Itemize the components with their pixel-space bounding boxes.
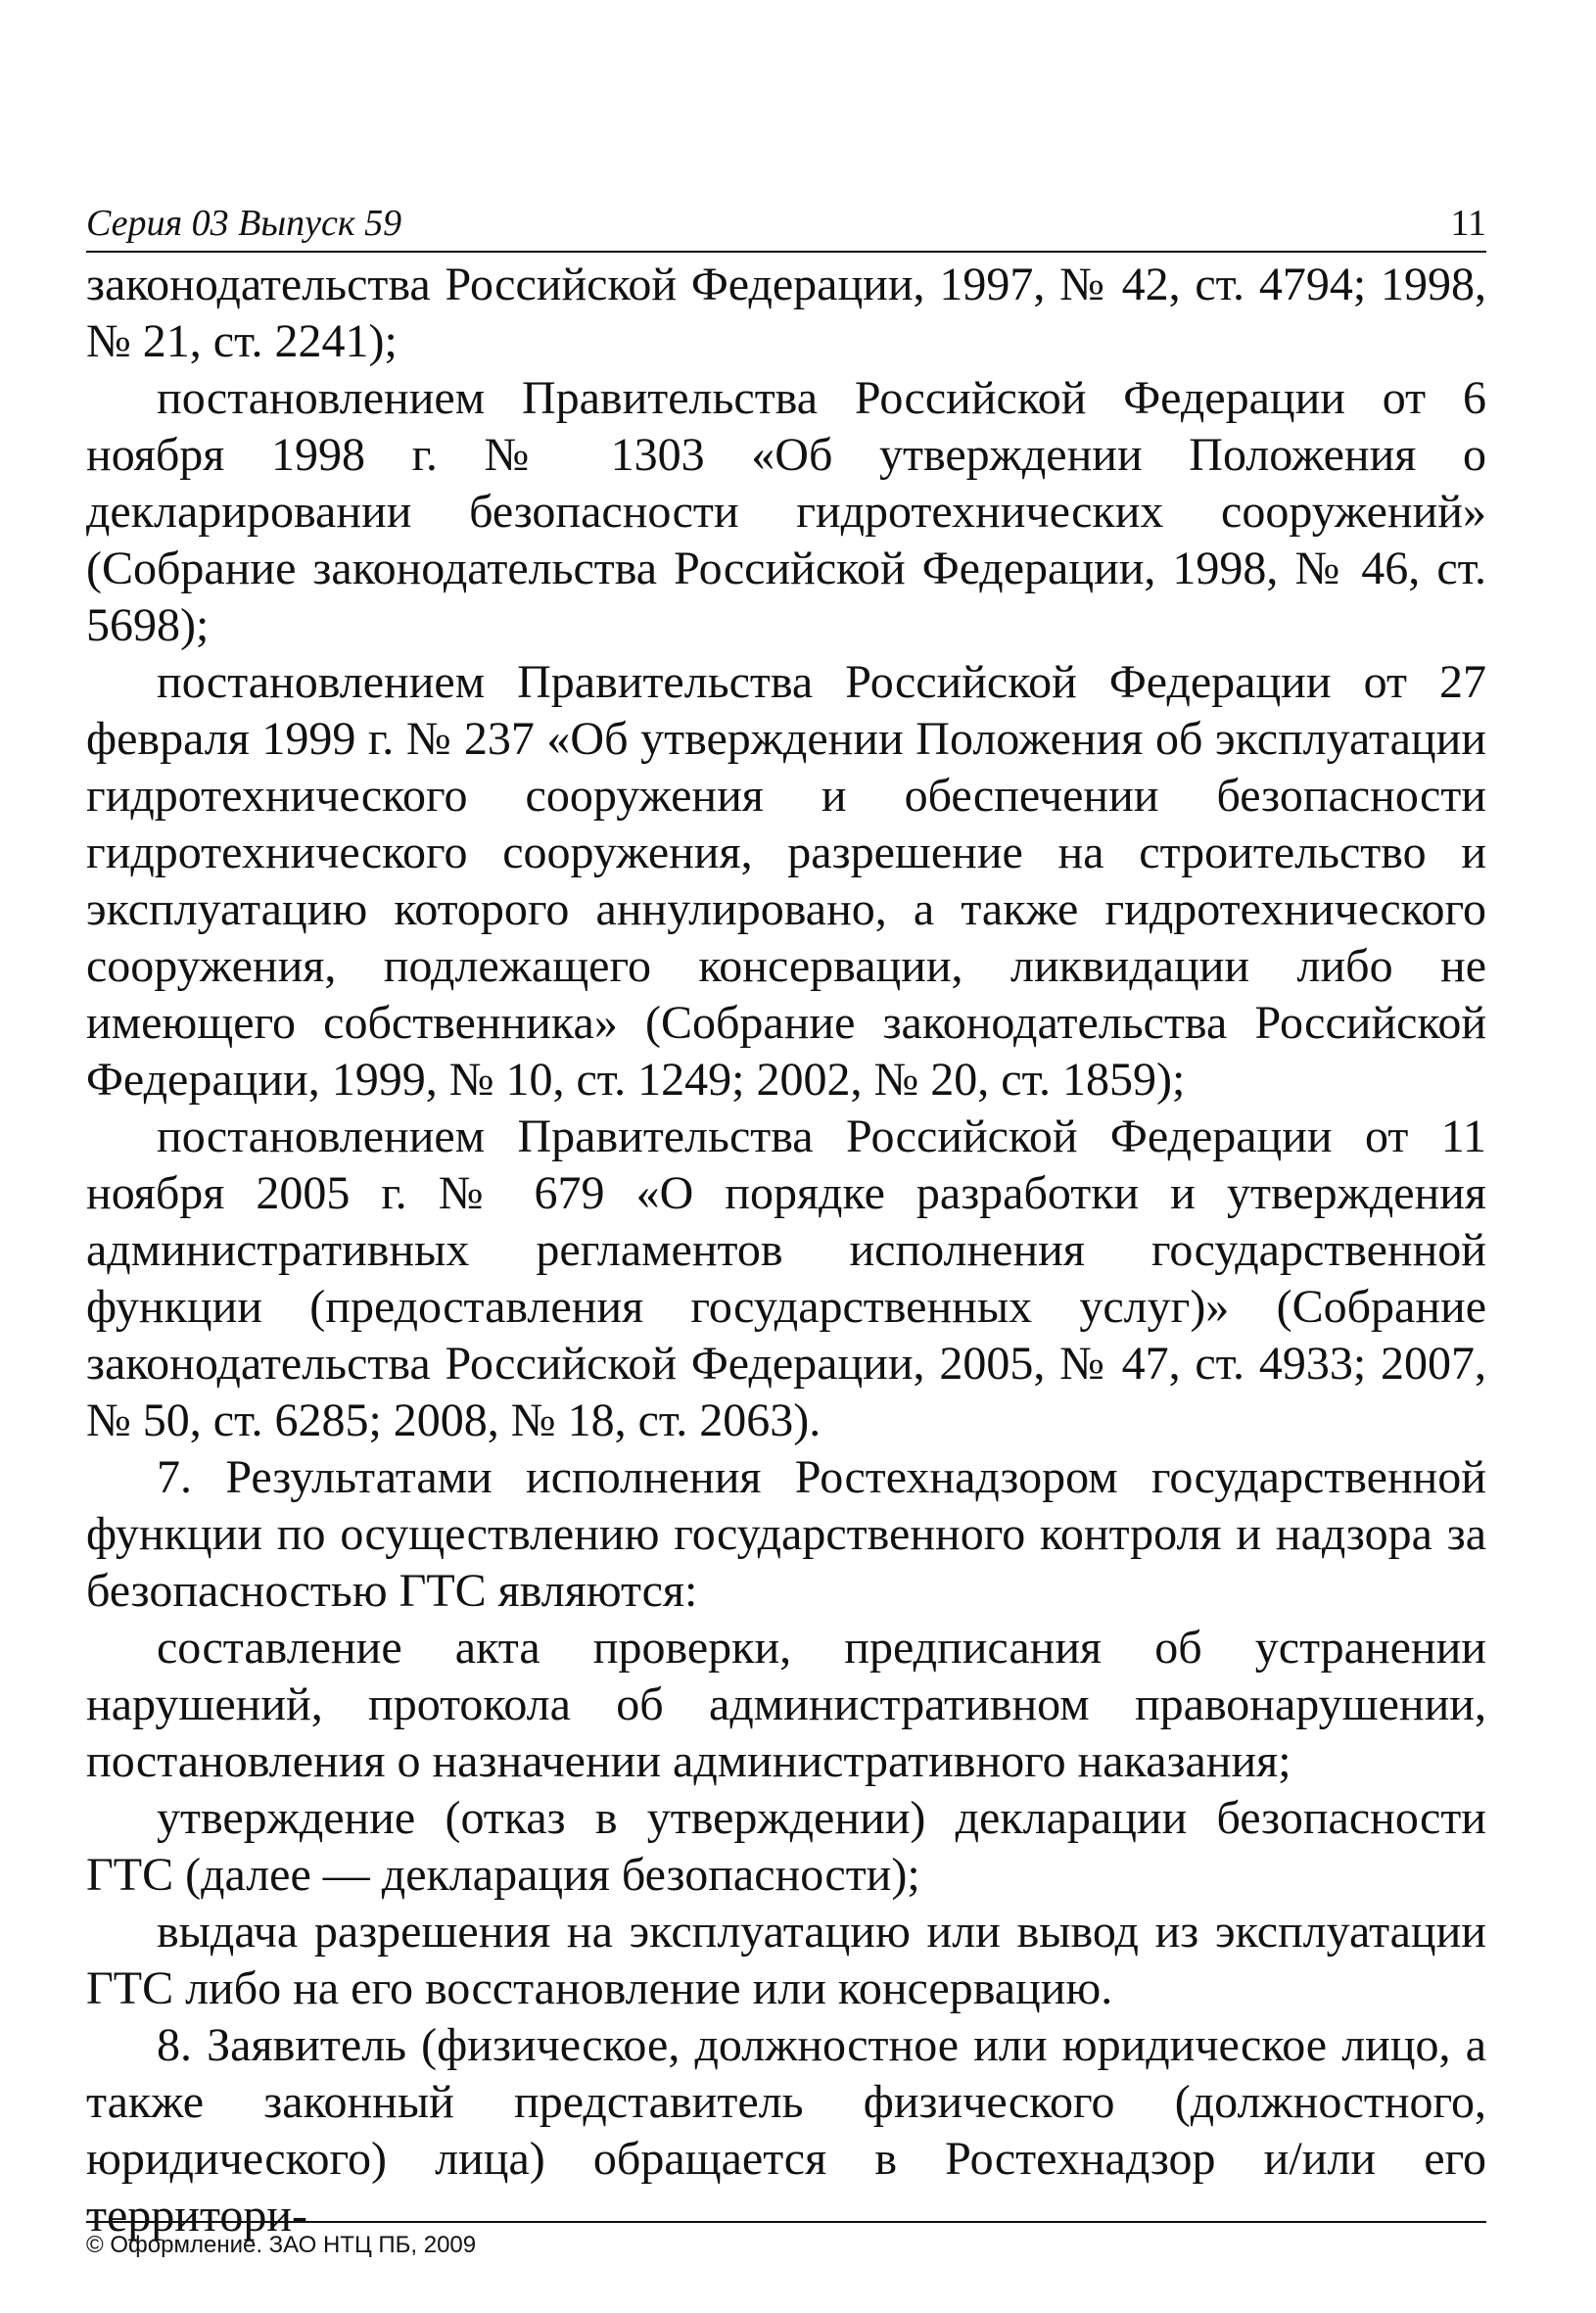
paragraph-item-7-declaration: утверждение (отказ в утверждении) декларации безопасности ГТС (далее — декларация безопасности); — [86, 1792, 1486, 1901]
paragraph-decree-679: постановлением Правительства Российской Федерации от 11 ноября 2005 г. № 679 «О порядке разработки и утверждения административных регламентов исполнения государственной функции (предоставления государственных услуг)» (Собрание законодательства Российской Федерации, 2005, № 47, ст. 4933; 2007, № 50, ст. 6285; 2008, № 18, ст. 2063). — [86, 1110, 1486, 1446]
paragraph-continuation: законодательства Российской Федерации, 1997, № 42, ст. 4794; 1998, № 21, ст. 2241); — [86, 259, 1486, 367]
copyright-notice: © Оформление. ЗАО НТЦ ПБ, 2009 — [86, 2232, 477, 2258]
paragraph-decree-1303: постановлением Правительства Российской Федерации от 6 ноября 1998 г. № 1303 «Об утверждении Положения о декларировании безопасности гидротехнических сооружений» (Собрание законодательства Российской Федерации, 1998, № 46, ст. 5698); — [86, 372, 1486, 651]
paragraph-item-7: 7. Результатами исполнения Ростехнадзором государственной функции по осуществлению государственного контроля и надзора за безопасностью ГТС являются: — [86, 1451, 1486, 1617]
page-number: 11 — [1450, 203, 1486, 244]
page-header — [86, 196, 1486, 253]
page-footer — [86, 2221, 1486, 2260]
paragraph-item-7-permit: выдача разрешения на эксплуатацию или вывод из эксплуатации ГТС либо на его восстановление или консервацию. — [86, 1906, 1486, 2014]
body-text — [86, 257, 1486, 2244]
running-head: Серия 03 Выпуск 59 — [86, 203, 402, 244]
paragraph-decree-237: постановлением Правительства Российской Федерации от 27 февраля 1999 г. № 237 «Об утверждении Положения об эксплуатации гидротехнического сооружения и обеспечении безопасности гидротехнического сооружения, разрешение на строительство и эксплуатацию которого аннулировано, а также гидротехнического сооружения, подлежащего консервации, ликвидации либо не имеющего собственника» (Собрание законодательства Российской Федерации, 1999, № 10, ст. 1249; 2002, № 20, ст. 1859); — [86, 656, 1486, 1106]
paragraph-item-8: 8. Заявитель (физическое, должностное или юридическое лицо, а также законный представитель физического (должностного, юридического) лица) обращается в Ростехнадзор и/или его территори- — [86, 2019, 1486, 2242]
paragraph-item-7-inspection: составление акта проверки, предписания об устранении нарушений, протокола об административном правонарушении, постановления о назначении административного наказания; — [86, 1622, 1486, 1787]
